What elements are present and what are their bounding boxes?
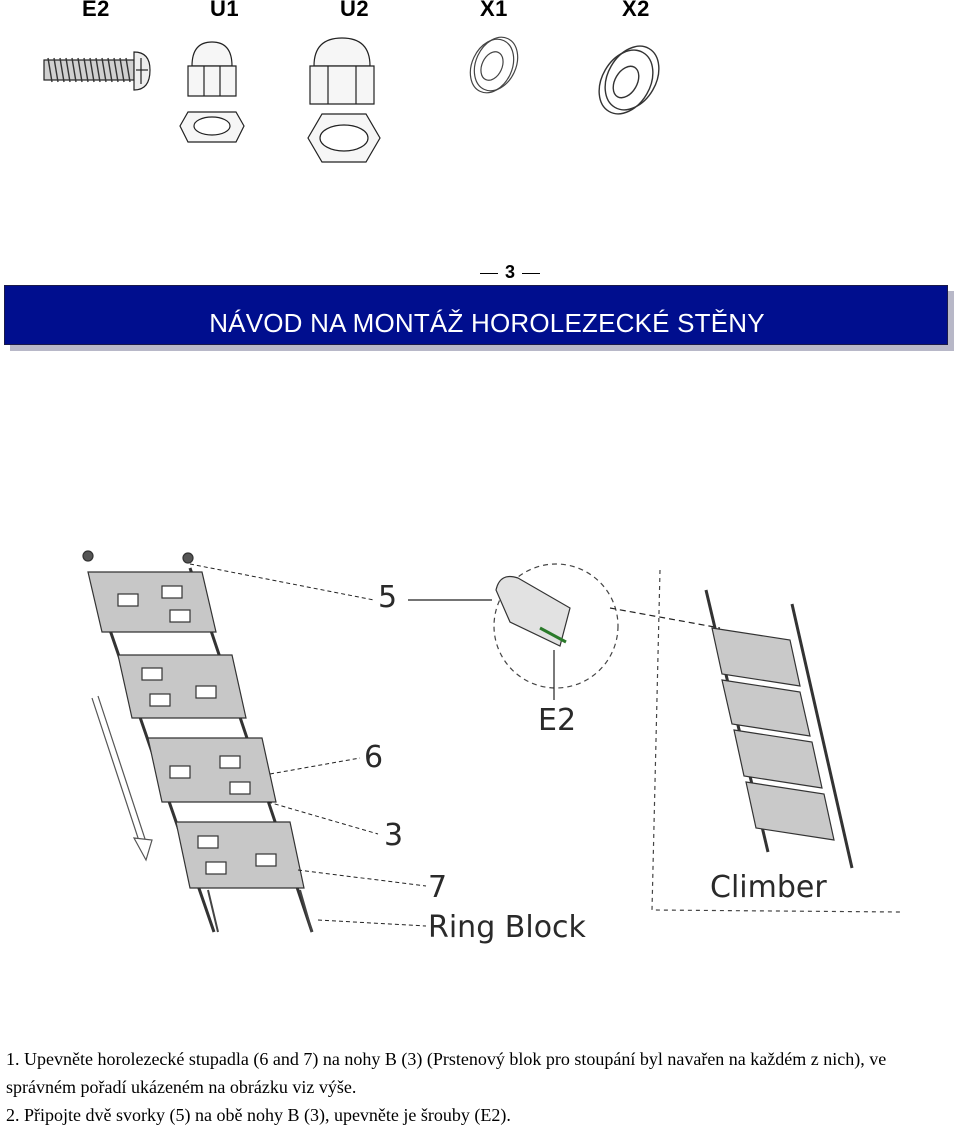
cap-nut-small-icon <box>180 42 244 142</box>
washer-large-icon <box>588 37 670 124</box>
callout-ring-block: Ring Block <box>428 910 586 945</box>
hardware-drawings <box>0 0 960 180</box>
clamp-detail <box>496 577 570 647</box>
callout-climber: Climber <box>710 870 827 905</box>
title-banner <box>4 285 948 345</box>
hardware-label-x2: X2 <box>622 0 650 21</box>
callout-7: 7 <box>428 870 448 905</box>
page-number: 3 <box>480 262 540 283</box>
washer-small-icon <box>462 30 526 100</box>
direction-arrow <box>92 696 152 860</box>
instruction-line-3: 2. Připojte dvě svorky (5) na obě nohy B (3), upevněte je šrouby (E2). <box>6 1105 511 1125</box>
page-title: NÁVOD NA MONTÁŽ HOROLEZECKÉ STĚNY <box>209 308 765 338</box>
cap-nut-large-icon <box>308 38 380 162</box>
hardware-label-u2: U2 <box>340 0 370 21</box>
climber-assembly <box>706 590 852 868</box>
assembly-instructions <box>6 1045 960 1129</box>
hardware-label-x1: X1 <box>480 0 508 21</box>
instruction-line-2: správném pořadí ukázeném na obrázku viz výše. <box>6 1077 357 1097</box>
climbing-steps <box>88 572 304 888</box>
callout-5: 5 <box>378 580 398 615</box>
hardware-label-u1: U1 <box>210 0 240 21</box>
instruction-line-1: 1. Upevněte horolezecké stupadla (6 and 7) na nohy B (3) (Prstenový blok pro stoupání byl navařen na každém z nich), ve <box>6 1049 887 1069</box>
callout-3: 3 <box>384 818 404 853</box>
callout-6: 6 <box>364 740 384 775</box>
screw-icon <box>44 52 150 90</box>
hardware-label-e2: E2 <box>82 0 110 21</box>
callout-e2: E2 <box>538 703 577 738</box>
